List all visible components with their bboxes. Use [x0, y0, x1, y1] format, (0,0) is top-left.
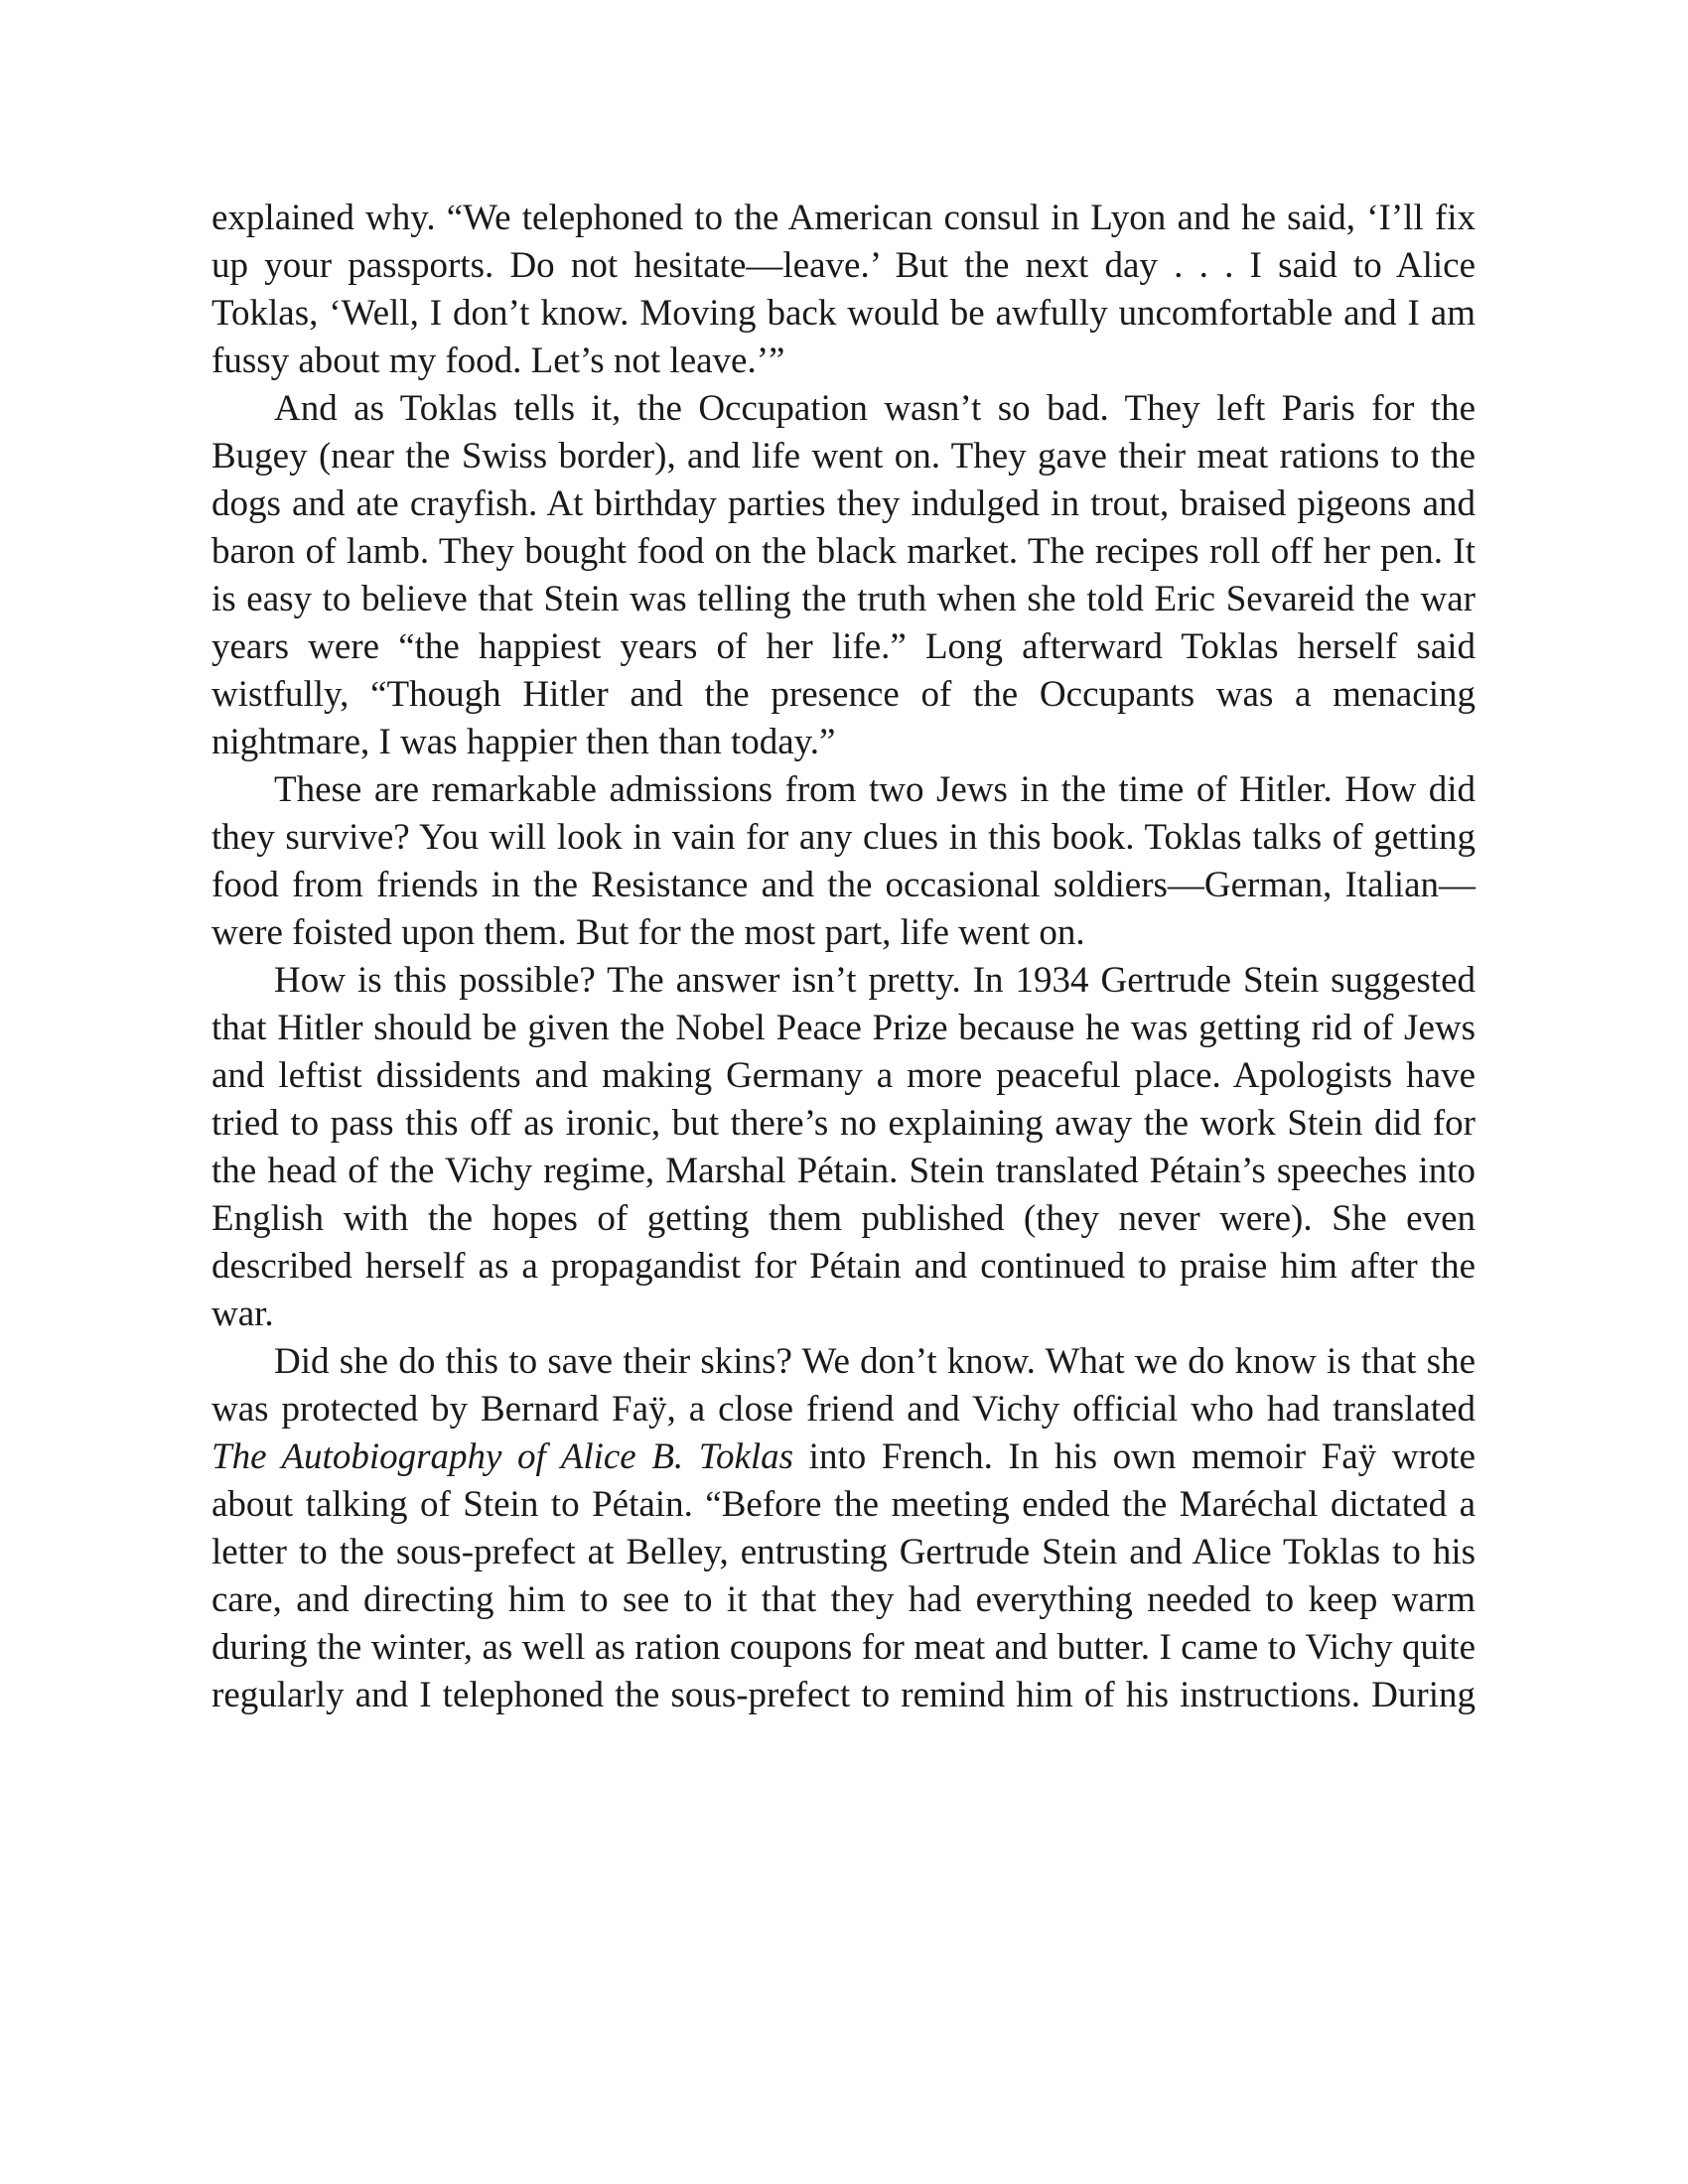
book-title: The Autobiography of Alice B. Toklas	[211, 1436, 794, 1477]
paragraph-5-text-after: into French. In his own memoir Faÿ wrote about talking of Stein to Pétain. “Before the meeting ended the Maréchal dictated a letter to the sous-prefect at Belley, entrusting Gertrude Stein and Alice Toklas to his care, and directing him to see to it that they had everything needed to keep warm during the winter, as well as ration coupons for meat and butter. I came to Vichy quite regularly and I telephoned the sous-prefect to remind him of his instructions. During	[211, 1436, 1476, 1715]
page-body	[211, 195, 1476, 1719]
paragraph-5	[211, 1338, 1476, 1719]
paragraph-1: explained why. “We telephoned to the American consul in Lyon and he said, ‘I’ll fix up your passports. Do not hesitate—leave.’ But the next day . . . I said to Alice Toklas, ‘Well, I don’t know. Moving back would be awfully uncomfortable and I am fussy about my food. Let’s not leave.’”	[211, 198, 1476, 381]
paragraph-2: And as Toklas tells it, the Occupation wasn’t so bad. They left Paris for the Bugey (near the Swiss border), and life went on. They gave their meat rations to the dogs and ate crayfish. At birthday parties they indulged in trout, braised pigeons and baron of lamb. They bought food on the black market. The recipes roll off her pen. It is easy to believe that Stein was telling the truth when she told Eric Sevareid the war years were “the happiest years of her life.” Long afterward Toklas herself said wistfully, “Though Hitler and the presence of the Occupants was a menacing nightmare, I was happier then than today.”	[211, 388, 1476, 762]
paragraph-4: How is this possible? The answer isn’t pretty. In 1934 Gertrude Stein suggested that Hitler should be given the Nobel Peace Prize because he was getting rid of Jews and leftist dissidents and making Germany a more peaceful place. Apologists have tried to pass this off as ironic, but there’s no explaining away the work Stein did for the head of the Vichy regime, Marshal Pétain. Stein translated Pétain’s speeches into English with the hopes of getting them published (they never were). She even described herself as a propagandist for Pétain and continued to praise him after the war.	[211, 960, 1476, 1334]
paragraph-3: These are remarkable admissions from two Jews in the time of Hitler. How did they survive? You will look in vain for any clues in this book. Toklas talks of getting food from friends in the Resistance and the occasional soldiers—German, Italian—were foisted upon them. But for the most part, life went on.	[211, 769, 1476, 953]
paragraph-5-text-before: Did she do this to save their skins? We don’t know. What we do know is that she was protected by Bernard Faÿ, a close friend and Vichy official who had translated	[211, 1341, 1476, 1430]
